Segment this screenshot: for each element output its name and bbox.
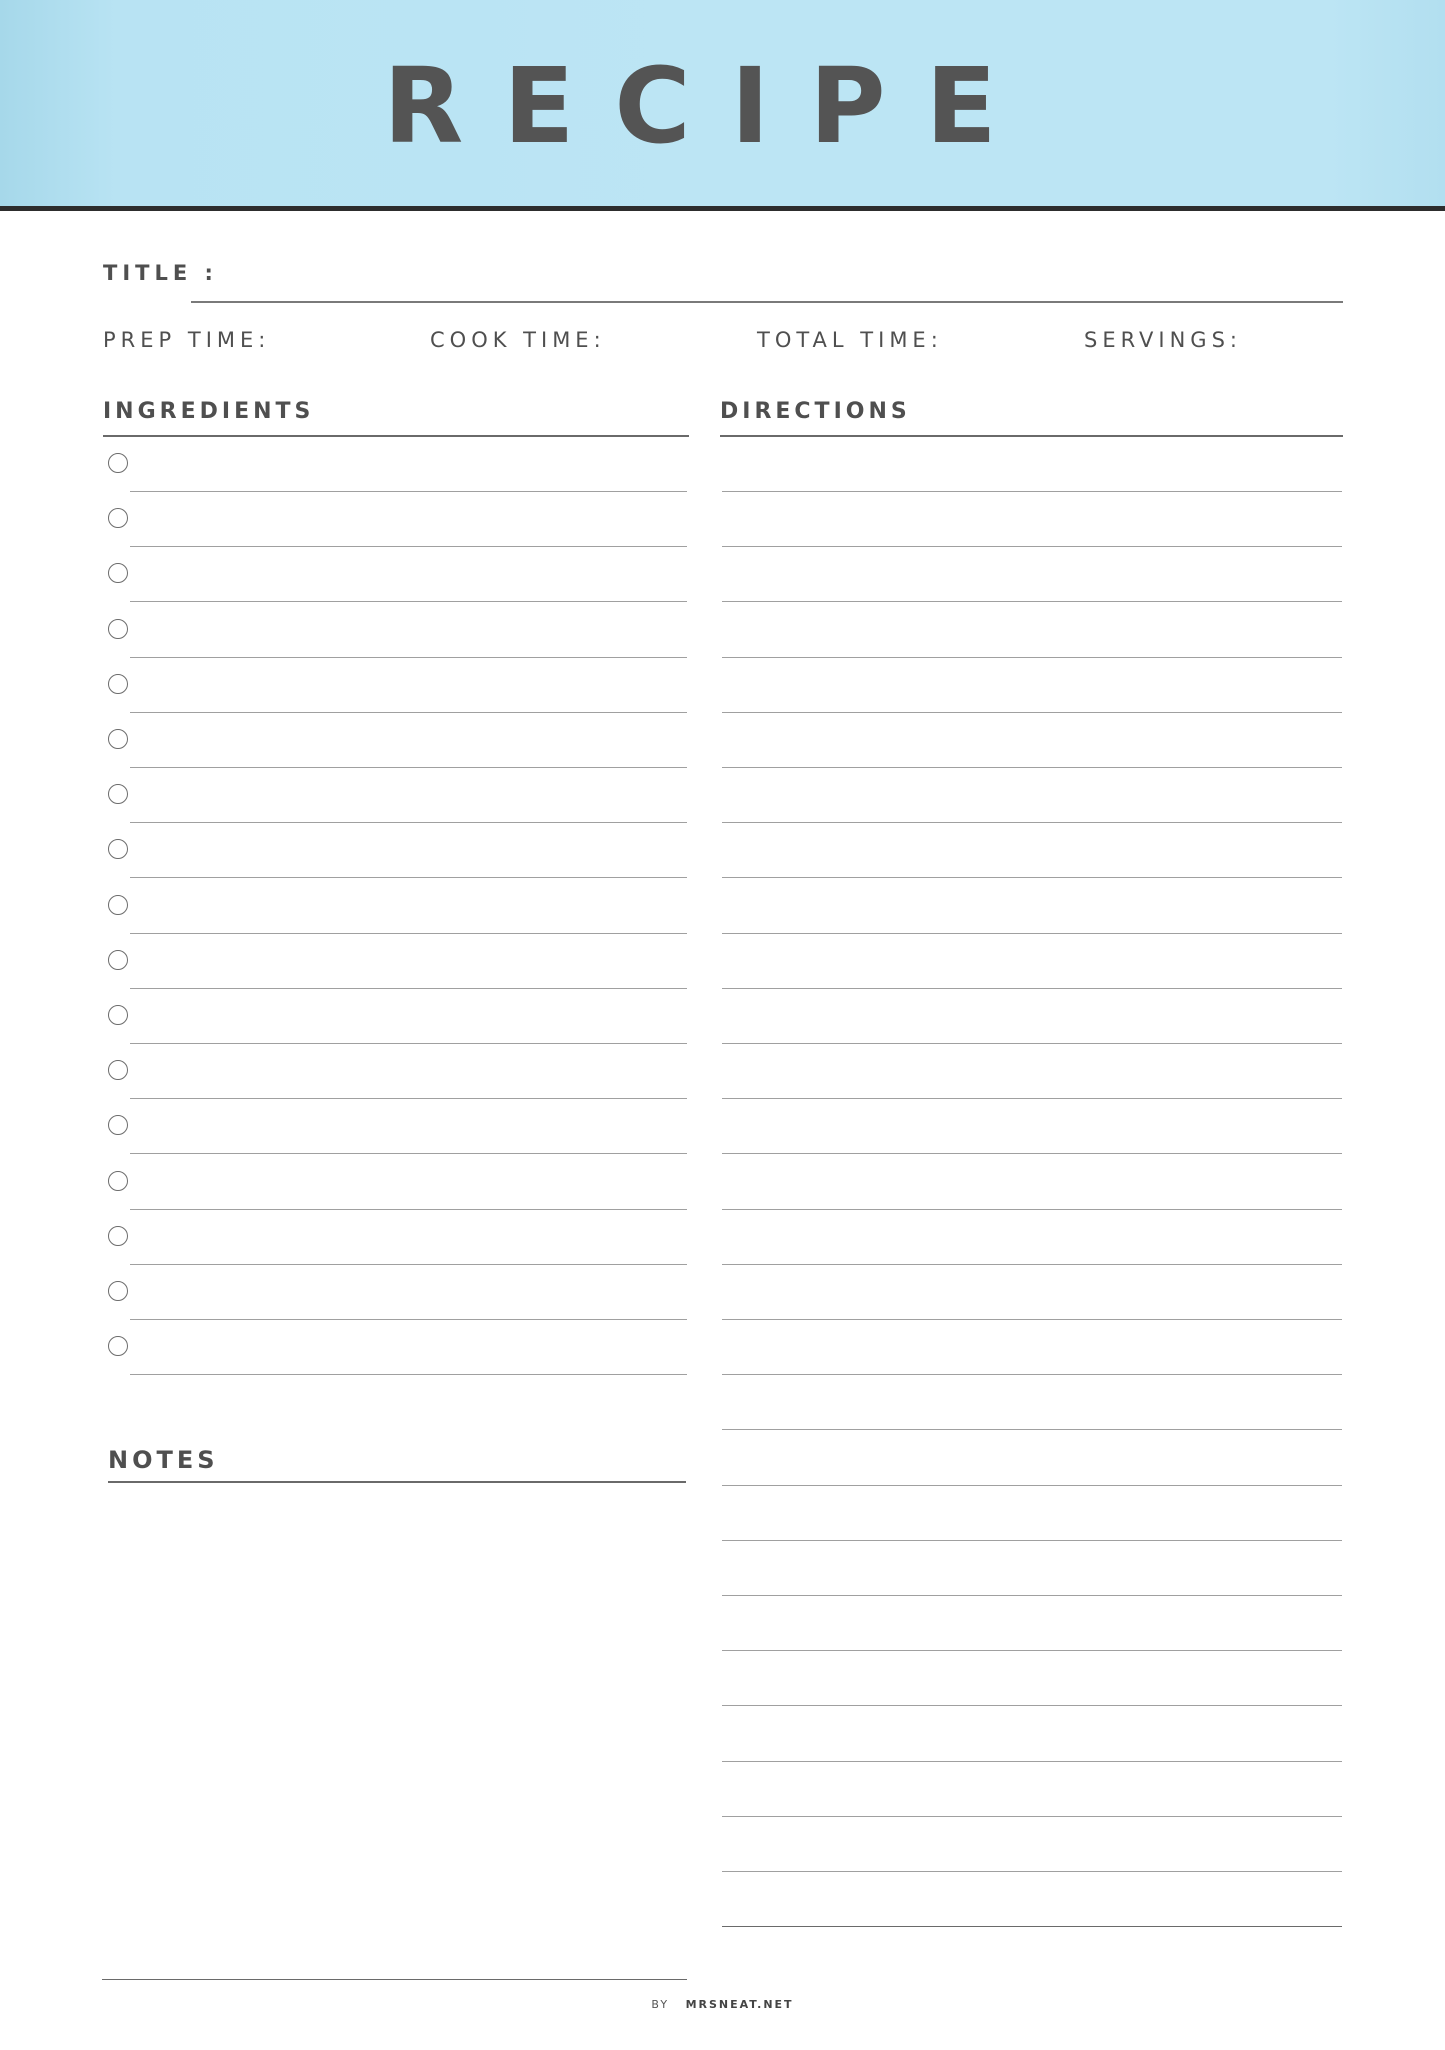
- total-time-label: TOTAL TIME:: [757, 328, 943, 352]
- ingredient-line[interactable]: [130, 657, 687, 658]
- direction-line[interactable]: [722, 933, 1342, 934]
- ingredient-checkbox[interactable]: [108, 674, 128, 694]
- direction-line[interactable]: [722, 1926, 1342, 1927]
- direction-line[interactable]: [722, 822, 1342, 823]
- ingredient-line[interactable]: [130, 601, 687, 602]
- ingredient-checkbox[interactable]: [108, 1336, 128, 1356]
- ingredient-checkbox[interactable]: [108, 508, 128, 528]
- ingredient-checkbox[interactable]: [108, 839, 128, 859]
- page-title: RECIPE: [383, 45, 1037, 167]
- ingredient-line[interactable]: [130, 877, 687, 878]
- ingredient-checkbox[interactable]: [108, 1060, 128, 1080]
- direction-line[interactable]: [722, 1540, 1342, 1541]
- ingredient-line[interactable]: [130, 491, 687, 492]
- servings-label: SERVINGS:: [1084, 328, 1242, 352]
- ingredient-line[interactable]: [130, 712, 687, 713]
- ingredients-heading-rule: [103, 435, 689, 437]
- direction-line[interactable]: [722, 1153, 1342, 1154]
- ingredient-checkbox[interactable]: [108, 453, 128, 473]
- ingredients-heading: INGREDIENTS: [103, 399, 315, 424]
- direction-line[interactable]: [722, 1595, 1342, 1596]
- direction-line[interactable]: [722, 1816, 1342, 1817]
- ingredient-checkbox[interactable]: [108, 1005, 128, 1025]
- ingredient-line[interactable]: [130, 767, 687, 768]
- direction-line[interactable]: [722, 1485, 1342, 1486]
- ingredient-line[interactable]: [130, 933, 687, 934]
- ingredient-checkbox[interactable]: [108, 784, 128, 804]
- title-label: TITLE :: [103, 261, 218, 285]
- footer-site: MRSNEAT.NET: [685, 1998, 794, 2011]
- ingredient-line[interactable]: [130, 1153, 687, 1154]
- ingredient-checkbox[interactable]: [108, 729, 128, 749]
- ingredient-checkbox[interactable]: [108, 950, 128, 970]
- direction-line[interactable]: [722, 1650, 1342, 1651]
- ingredient-line[interactable]: [130, 988, 687, 989]
- direction-line[interactable]: [722, 877, 1342, 878]
- direction-line[interactable]: [722, 988, 1342, 989]
- ingredient-checkbox[interactable]: [108, 1115, 128, 1135]
- ingredient-checkbox[interactable]: [108, 1171, 128, 1191]
- ingredient-line[interactable]: [130, 1209, 687, 1210]
- ingredient-line[interactable]: [130, 1319, 687, 1320]
- ingredient-line[interactable]: [130, 546, 687, 547]
- direction-line[interactable]: [722, 1429, 1342, 1430]
- direction-line[interactable]: [722, 1209, 1342, 1210]
- ingredient-line[interactable]: [130, 1098, 687, 1099]
- direction-line[interactable]: [722, 491, 1342, 492]
- direction-line[interactable]: [722, 657, 1342, 658]
- footer-by: BY: [651, 1998, 670, 2011]
- ingredient-checkbox[interactable]: [108, 619, 128, 639]
- prep-time-label: PREP TIME:: [103, 328, 271, 352]
- cook-time-label: COOK TIME:: [430, 328, 606, 352]
- direction-line[interactable]: [722, 712, 1342, 713]
- direction-line[interactable]: [722, 1374, 1342, 1375]
- ingredient-checkbox[interactable]: [108, 1281, 128, 1301]
- ingredient-checkbox[interactable]: [108, 563, 128, 583]
- direction-line[interactable]: [722, 1705, 1342, 1706]
- ingredient-checkbox[interactable]: [108, 1226, 128, 1246]
- footer-credit: [0, 1998, 1445, 2011]
- direction-line[interactable]: [722, 546, 1342, 547]
- notes-bottom-rule: [102, 1979, 687, 1980]
- direction-line[interactable]: [722, 1871, 1342, 1872]
- ingredient-line[interactable]: [130, 1374, 687, 1375]
- direction-line[interactable]: [722, 1319, 1342, 1320]
- header-divider: [0, 206, 1445, 211]
- direction-line[interactable]: [722, 1264, 1342, 1265]
- direction-line[interactable]: [722, 1761, 1342, 1762]
- notes-heading: NOTES: [108, 1446, 219, 1474]
- title-input-line[interactable]: [191, 301, 1343, 303]
- directions-heading-rule: [720, 435, 1343, 437]
- direction-line[interactable]: [722, 1043, 1342, 1044]
- ingredient-line[interactable]: [130, 822, 687, 823]
- notes-area[interactable]: [103, 1485, 686, 1975]
- ingredient-line[interactable]: [130, 1043, 687, 1044]
- ingredient-checkbox[interactable]: [108, 895, 128, 915]
- notes-heading-rule: [108, 1481, 686, 1483]
- direction-line[interactable]: [722, 1098, 1342, 1099]
- direction-line[interactable]: [722, 601, 1342, 602]
- ingredient-line[interactable]: [130, 1264, 687, 1265]
- directions-heading: DIRECTIONS: [720, 399, 911, 424]
- direction-line[interactable]: [722, 767, 1342, 768]
